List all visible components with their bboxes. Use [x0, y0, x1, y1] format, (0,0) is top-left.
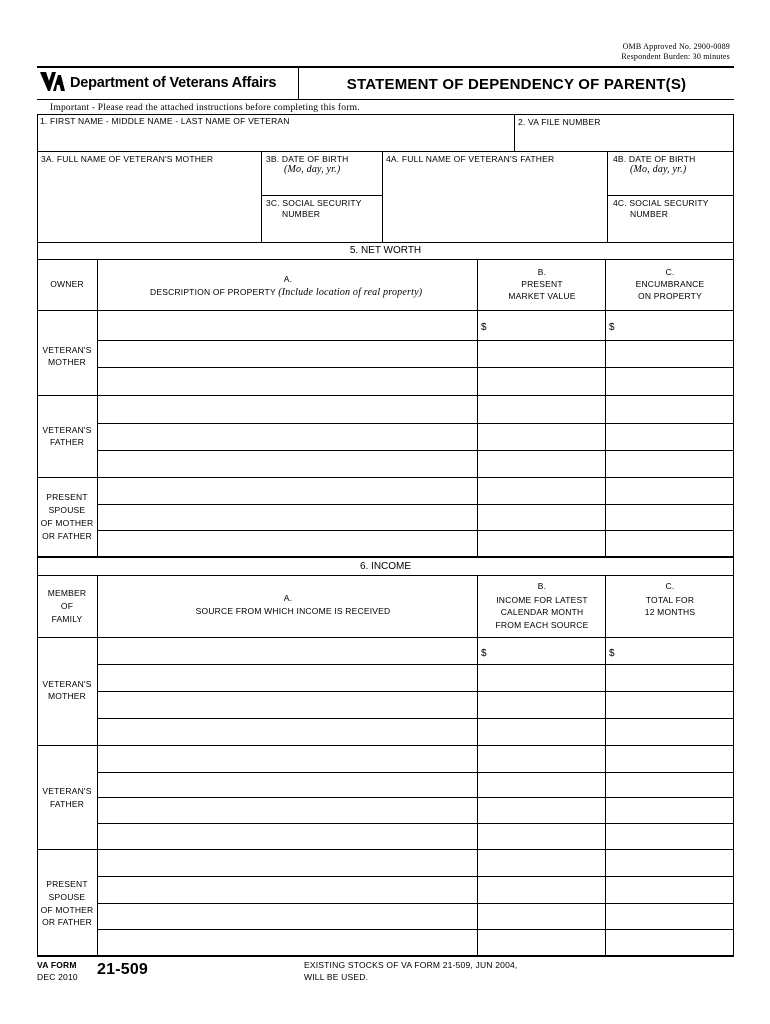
agency-name: Department of Veterans Affairs [70, 75, 277, 91]
nw-mother-encumbrance-field[interactable] [606, 311, 733, 395]
mother-dob-label: 3B. DATE OF BIRTH [266, 154, 349, 164]
mother-dob-field[interactable] [262, 177, 381, 194]
mother-dob-hint: (Mo, day, yr.) [284, 164, 341, 175]
income-col-c-header-2: 12 MONTHS [644, 607, 696, 617]
net-worth-col-c-header: ENCUMBRANCE [635, 279, 705, 289]
income-col-a-letter: A. [283, 593, 293, 603]
va-file-number-label: 2. VA FILE NUMBER [518, 117, 601, 127]
income-member-header: MEMBER [47, 588, 87, 598]
nw-spouse-description-field[interactable] [98, 478, 477, 556]
in-spouse-label-4: OR FATHER [42, 917, 92, 927]
nw-mother-label-2: MOTHER [47, 357, 87, 367]
in-mother-total-field[interactable] [606, 638, 733, 745]
nw-spouse-encumbrance-field[interactable] [606, 478, 733, 556]
nw-father-label: VETERAN'S [42, 425, 92, 435]
mother-name-field[interactable] [38, 166, 260, 240]
va-file-number-field[interactable] [516, 128, 733, 149]
net-worth-col-a-header: DESCRIPTION OF PROPERTY (Include location of real property) [150, 287, 423, 298]
nw-father-market-value-field[interactable] [478, 396, 605, 477]
net-worth-col-b-header-2: MARKET VALUE [508, 291, 576, 301]
mother-ssn-label: 3C. SOCIAL SECURITY [266, 198, 362, 208]
omb-approval: OMB Approved No. 2900-0089 [622, 42, 730, 51]
father-dob-field[interactable] [608, 177, 733, 194]
nw-spouse-label: PRESENT [46, 492, 88, 502]
in-mother-monthly-field[interactable] [478, 638, 605, 745]
net-worth-section-title: 5. NET WORTH [349, 245, 422, 256]
nw-father-description-field[interactable] [98, 396, 477, 477]
in-father-label-2: FATHER [49, 799, 85, 809]
income-dollar-c: $ [609, 648, 615, 659]
nw-spouse-market-value-field[interactable] [478, 478, 605, 556]
nw-spouse-label-4: OR FATHER [42, 531, 92, 541]
net-worth-col-c-letter: C. [665, 267, 675, 277]
va-seal-logo [39, 69, 65, 95]
income-col-b-header: INCOME FOR LATEST [496, 595, 588, 605]
nw-mother-market-value-field[interactable] [478, 311, 605, 395]
instructions-notice: Important - Please read the attached instructions before completing this form. [50, 103, 360, 113]
in-father-source-field[interactable] [98, 746, 477, 849]
footer-stock-note: EXISTING STOCKS OF VA FORM 21-509, JUN 2004, [304, 960, 518, 970]
veteran-name-label: 1. FIRST NAME - MIDDLE NAME - LAST NAME OF VETERAN [40, 116, 290, 126]
nw-spouse-label-3: OF MOTHER [40, 518, 94, 528]
in-father-label: VETERAN'S [42, 786, 92, 796]
in-spouse-total-field[interactable] [606, 850, 733, 955]
nw-spouse-label-2: SPOUSE [48, 505, 86, 515]
income-col-a-header: SOURCE FROM WHICH INCOME IS RECEIVED [195, 606, 391, 616]
in-spouse-label-3: OF MOTHER [40, 905, 94, 915]
footer-stock-note-2: WILL BE USED. [304, 972, 369, 982]
father-ssn-label: 4C. SOCIAL SECURITY [613, 198, 709, 208]
net-worth-col-b-letter: B. [537, 267, 547, 277]
form-title: STATEMENT OF DEPENDENCY OF PARENT(S) [346, 76, 687, 93]
income-col-c-header: TOTAL FOR [645, 595, 695, 605]
in-mother-source-field[interactable] [98, 638, 477, 745]
in-spouse-monthly-field[interactable] [478, 850, 605, 955]
mother-ssn-field[interactable] [262, 220, 381, 240]
in-father-total-field[interactable] [606, 746, 733, 849]
in-father-monthly-field[interactable] [478, 746, 605, 849]
income-col-b-letter: B. [537, 581, 547, 591]
father-ssn-label-2: NUMBER [630, 209, 669, 219]
father-dob-hint: (Mo, day, yr.) [630, 164, 687, 175]
net-worth-owner-header: OWNER [50, 279, 84, 289]
nw-father-encumbrance-field[interactable] [606, 396, 733, 477]
income-member-header-3: FAMILY [51, 614, 83, 624]
net-worth-col-c-header-2: ON PROPERTY [638, 291, 702, 301]
in-mother-label-2: MOTHER [47, 691, 87, 701]
respondent-burden: Respondent Burden: 30 minutes [621, 52, 730, 61]
father-dob-label: 4B. DATE OF BIRTH [613, 154, 696, 164]
nw-mother-description-field[interactable] [98, 311, 477, 395]
income-col-c-letter: C. [665, 581, 675, 591]
net-worth-col-a-letter: A. [283, 274, 293, 284]
in-spouse-label-2: SPOUSE [48, 892, 86, 902]
income-col-b-header-2: CALENDAR MONTH [500, 607, 584, 617]
income-col-b-header-3: FROM EACH SOURCE [495, 620, 589, 630]
father-ssn-field[interactable] [608, 220, 733, 240]
net-worth-dollar-b: $ [481, 322, 487, 333]
income-member-header-2: OF [60, 601, 74, 611]
footer-form-number: 21-509 [97, 961, 149, 978]
veteran-name-field[interactable] [38, 127, 513, 149]
in-mother-label: VETERAN'S [42, 679, 92, 689]
nw-mother-label: VETERAN'S [42, 345, 92, 355]
father-name-label: 4A. FULL NAME OF VETERAN'S FATHER [386, 154, 555, 164]
mother-name-label: 3A. FULL NAME OF VETERAN'S MOTHER [41, 154, 214, 164]
father-name-field[interactable] [383, 166, 606, 240]
income-section-title: 6. INCOME [359, 561, 412, 572]
footer-form-label: VA FORM [37, 960, 77, 970]
in-spouse-label: PRESENT [46, 879, 88, 889]
net-worth-dollar-c: $ [609, 322, 615, 333]
net-worth-col-b-header: PRESENT [521, 279, 563, 289]
nw-father-label-2: FATHER [49, 437, 85, 447]
footer-form-date: DEC 2010 [37, 972, 78, 982]
income-dollar-b: $ [481, 648, 487, 659]
mother-ssn-label-2: NUMBER [282, 209, 321, 219]
in-spouse-source-field[interactable] [98, 850, 477, 955]
